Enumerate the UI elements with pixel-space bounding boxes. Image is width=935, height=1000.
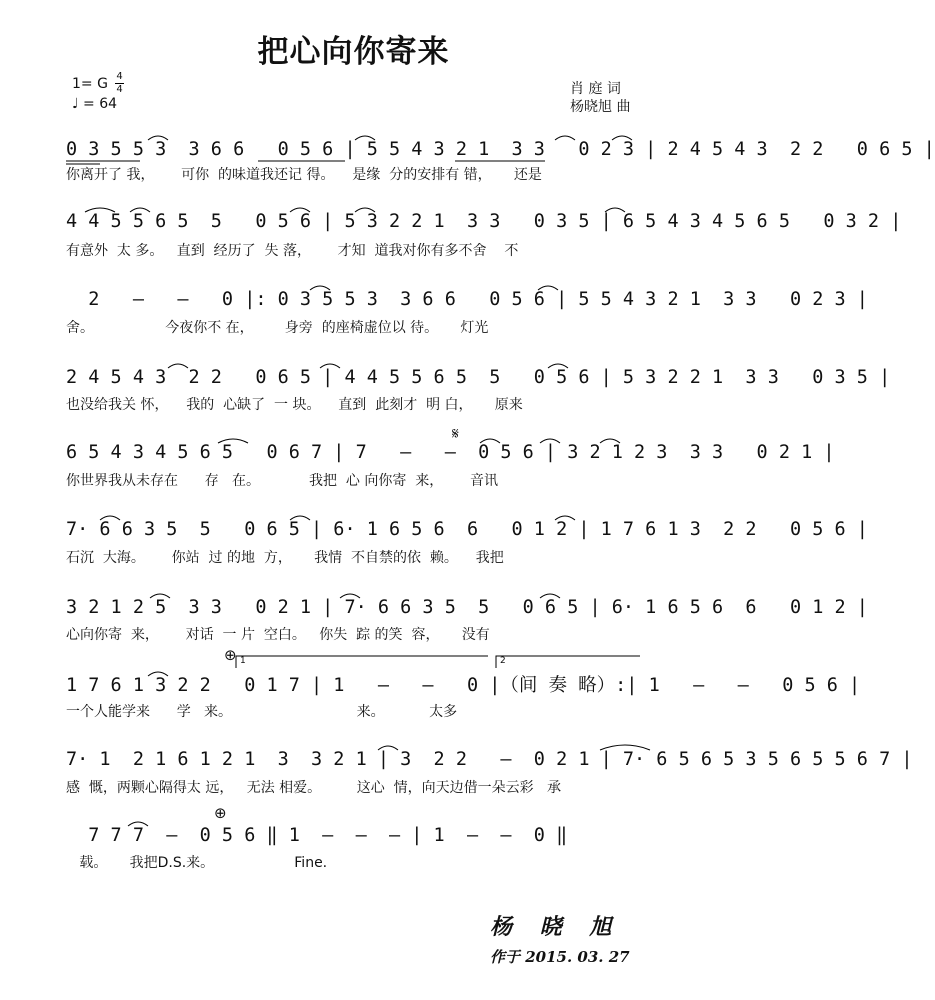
slur-6: [130, 208, 150, 212]
lyrics-row-5: 你世界我从未存在 存 在。 我把 心 向你寄 来， 音讯: [66, 473, 498, 489]
notation-row-5: 6 5 4 3 4 5 6 5 0 6 7 | 7 — — 0 5 6 | 3 2 1 2 3 3 3 0 2 1 |: [66, 442, 835, 463]
slur-11: [538, 286, 558, 290]
slur-23: [340, 594, 360, 598]
slur-28: [128, 822, 148, 826]
lyrics-row-2: 有意外 太 多。 直到 经历了 失 落， 才知 道我对你有多不舍 不: [66, 243, 519, 259]
slur-8: [355, 208, 375, 212]
composer-credit: 杨晓旭 曲: [570, 99, 631, 115]
notation-row-3: 2 — — 0 |: 0 3 5 5 3 3 6 6 0 5 6 | 5 5 4 3 2 1 3 3 0 2 3 |: [66, 289, 868, 310]
slur-26: [378, 746, 398, 750]
notation-row-9: 7· 1 2 1 6 1 2 1 3 3 2 1 | 3 2 2 — 0 2 1 | 7· 6 5 6 5 3 5 6 5 5 6 7 |: [66, 749, 913, 770]
slur-9: [605, 208, 625, 212]
slur-5: [85, 208, 115, 212]
lyrics-row-7: 心向你寄 来， 对话 一 片 空白。 你失 踪 的笑 容， 没有: [66, 627, 490, 643]
slur-1: [148, 136, 168, 140]
author-signature: 杨 晓 旭: [490, 914, 622, 940]
lyrics-row-4: 也没给我关 怀， 我的 心缺了 一 块。 直到 此刻才 明 白， 原来: [66, 397, 523, 413]
notation-row-8: 1 7 6 1 3 2 2 0 1 7 | 1 — — 0 |（间 奏 略）:| 1 — — 0 5 6 |: [66, 675, 861, 696]
coda-mark-2: ⊕: [214, 804, 227, 822]
notation-row-1: 0 3 5 5 3 3 6 6 0 5 6 | 5 5 4 3 2 1 3 3 0 2 3 | 2 4 5 4 3 2 2 0 6 5 |: [66, 139, 935, 160]
slur-24: [540, 594, 560, 598]
slur-4: [612, 136, 632, 140]
tempo-mark: ♩ = 64: [72, 96, 118, 112]
volta-2-bracket: [496, 656, 640, 668]
composition-date: 作于 2015. 03. 27: [490, 948, 630, 966]
notation-row-7: 3 2 1 2 5 3 3 0 2 1 | 7· 6 6 3 5 5 0 6 5 | 6· 1 6 5 6 6 0 1 2 |: [66, 597, 868, 618]
slur-2: [355, 136, 375, 140]
slur-3: [555, 136, 575, 140]
lyrics-row-6: 石沉 大海。 你站 过 的地 方， 我情 不自禁的依 赖。 我把: [66, 550, 504, 566]
coda-mark-1: ⊕: [224, 646, 237, 664]
lyricist-credit: 肖 庭 词: [570, 81, 621, 97]
lyrics-row-1: 你离开了 我， 可你 的味道我还记 得。 是缘 分的安排有 错， 还是: [66, 167, 542, 183]
lyrics-row-8: 一个人能学来 学 来。 来。 太多: [66, 704, 458, 720]
time-signature-top: 4: [116, 71, 123, 82]
slur-22: [150, 594, 170, 598]
slur-16: [480, 439, 500, 443]
lyrics-row-9: 感 慨，两颗心隔得太 远， 无法 相爱。 这心 情，向天边借一朵云彩 承: [66, 780, 562, 796]
page-title: 把心向你寄来: [257, 34, 450, 70]
notation-row-10: 7 7 7 — 0 5 6 ‖ 1 — — — | 1 — — 0 ‖: [66, 825, 568, 846]
slur-20: [290, 516, 310, 520]
segno-mark: 𝄋: [452, 424, 459, 443]
slur-21: [555, 516, 575, 520]
time-signature-bottom: 4: [116, 84, 123, 95]
slur-25: [148, 672, 168, 676]
slur-10: [310, 286, 330, 290]
volta-1-label: 1: [240, 656, 246, 666]
slur-15: [218, 439, 248, 443]
slur-18: [600, 439, 620, 443]
slur-19: [100, 516, 120, 520]
slur-17: [540, 439, 560, 443]
key-signature: 1= G: [72, 76, 108, 92]
slur-7: [290, 208, 310, 212]
slur-12: [168, 364, 188, 368]
beam-1: [66, 161, 140, 164]
lyrics-row-10: 载。 我把D.S.来。 Fine.: [66, 855, 328, 871]
volta-2-label: 2: [500, 656, 506, 666]
lyrics-row-3: 舍。 今夜你不 在， 身旁 的座椅虚位以 待。 灯光: [66, 320, 489, 336]
volta-1-bracket: [236, 656, 488, 668]
notation-row-6: 7· 6 6 3 5 5 0 6 5 | 6· 1 6 5 6 6 0 1 2 | 1 7 6 1 3 2 2 0 5 6 |: [66, 519, 868, 540]
slur-27: [600, 745, 650, 750]
notation-row-2: 4 4 5 5 6 5 5 0 5 6 | 5 3 2 2 1 3 3 0 3 5 | 6 5 4 3 4 5 6 5 0 3 2 |: [66, 211, 902, 232]
slur-13: [320, 364, 340, 368]
slur-14: [548, 364, 568, 368]
notation-row-4: 2 4 5 4 3 2 2 0 6 5 | 4 4 5 5 6 5 5 0 5 6 | 5 3 2 2 1 3 3 0 3 5 |: [66, 367, 891, 388]
